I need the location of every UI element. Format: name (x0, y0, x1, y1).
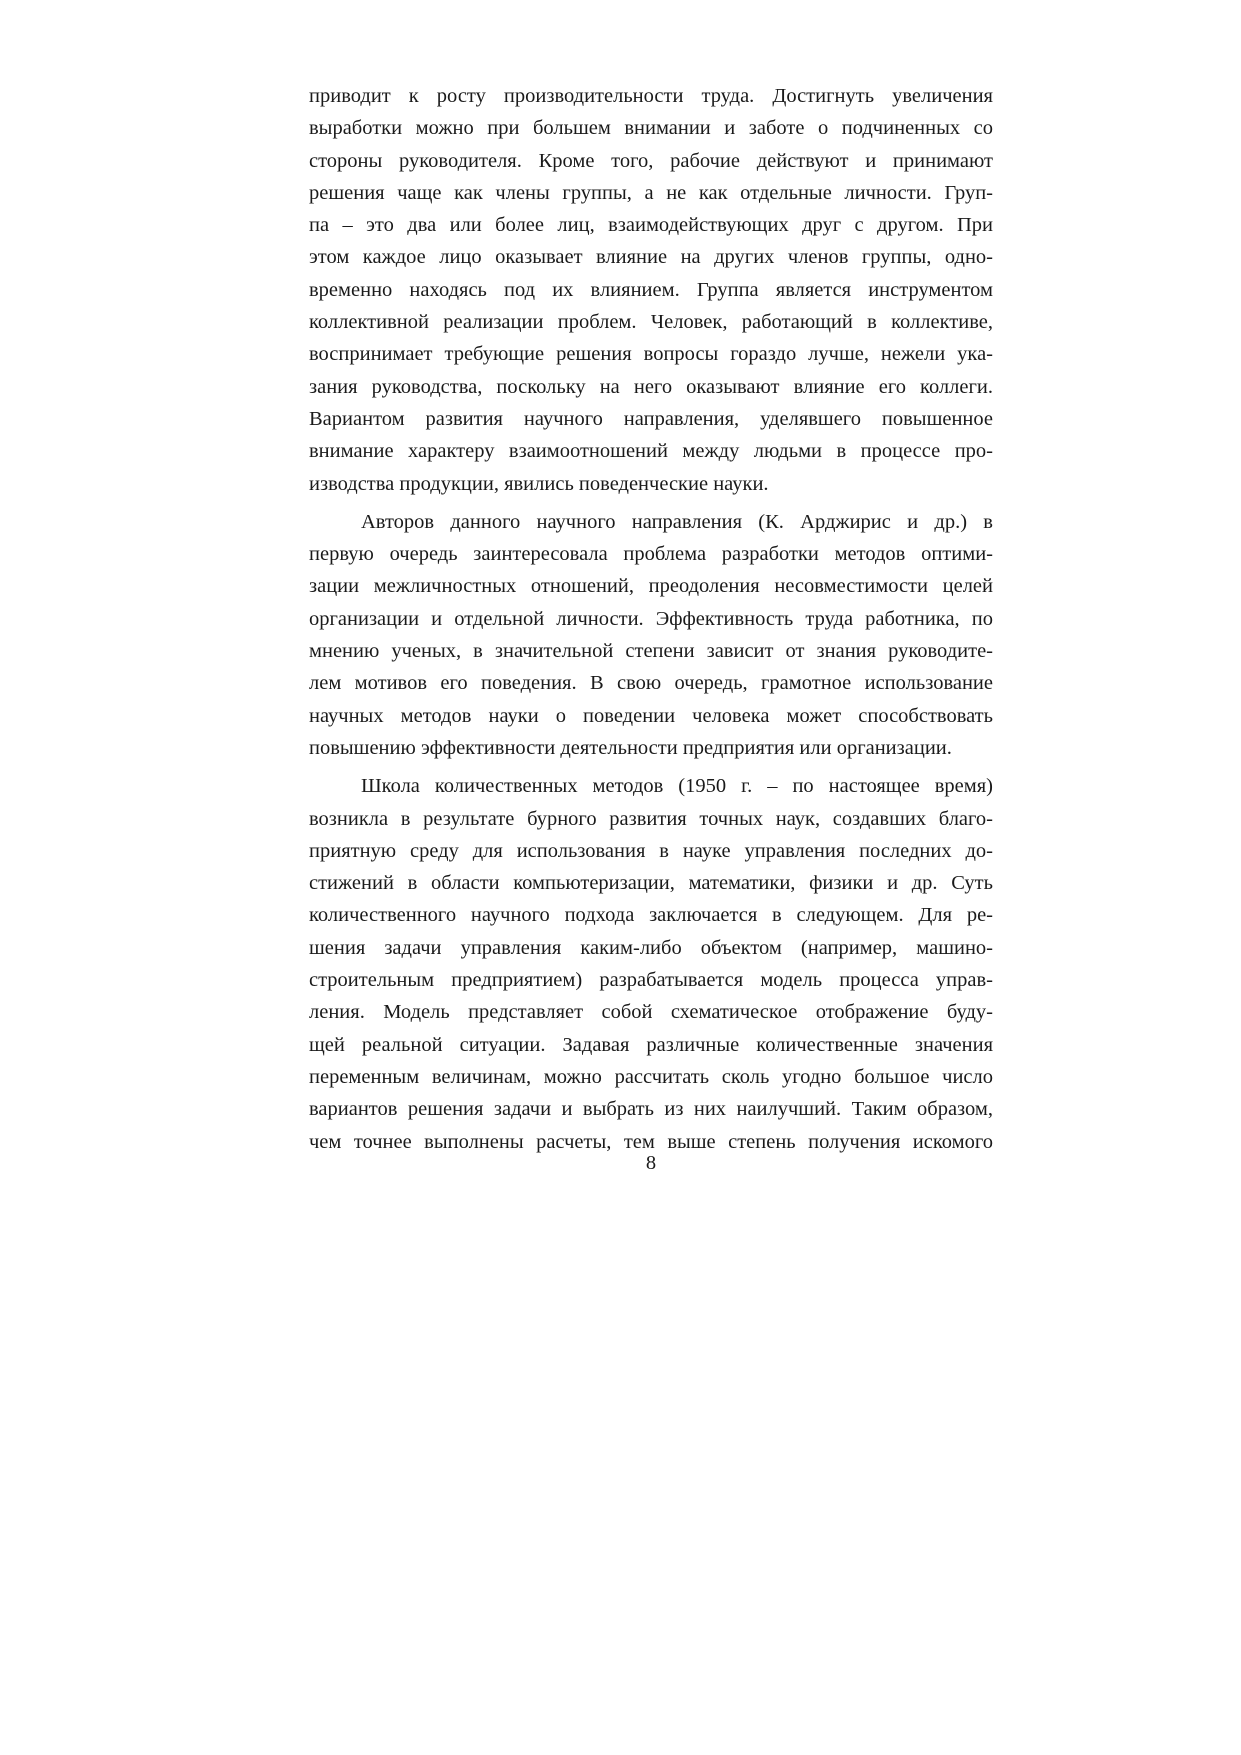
paragraph-1 (309, 80, 993, 500)
text-line: стижений в области компьютеризации, математики, физики и др. Суть (309, 872, 993, 895)
text-line: воспринимает требующие решения вопросы гораздо лучше, нежели ука- (309, 343, 993, 366)
text-line: зации межличностных отношений, преодоления несовместимости целей (309, 575, 993, 598)
text-line: переменным величинам, можно рассчитать сколь угодно большое число (309, 1065, 993, 1088)
text-line: приводит к росту производительности труда. Достигнуть увеличения (309, 85, 993, 107)
text-line: щей реальной ситуации. Задавая различные количественные значения (309, 1033, 993, 1056)
text-line: стороны руководителя. Кроме того, рабочие действуют и принимают (309, 149, 993, 172)
text-line: лем мотивов его поведения. В свою очередь, грамотное использование (309, 672, 993, 695)
page-number: 8 (645, 1152, 657, 1174)
text-line: Авторов данного научного направления (К. Арджирис и др.) в (361, 510, 993, 533)
text-line: количественного научного подхода заключается в следующем. Для ре- (309, 904, 993, 927)
text-line: ления. Модель представляет собой схематическое отображение буду- (309, 1001, 993, 1024)
text-line: чем точнее выполнены расчеты, тем выше степень получения искомого (309, 1130, 993, 1153)
text-line: организации и отдельной личности. Эффективность труда работника, по (309, 607, 993, 630)
text-line: мнению ученых, в значительной степени зависит от знания руководите- (309, 640, 993, 663)
paragraph-3 (309, 770, 993, 1158)
text-line: шения задачи управления каким-либо объектом (например, машино- (309, 936, 993, 959)
text-line: коллективной реализации проблем. Человек, работающий в коллективе, (309, 311, 993, 334)
text-line: зания руководства, поскольку на него оказывают влияние его коллеги. (309, 375, 993, 398)
paragraph-2 (309, 506, 993, 764)
text-line: выработки можно при большем внимании и заботе о подчиненных со (309, 117, 993, 140)
text-line: решения чаще как члены группы, а не как отдельные личности. Груп- (309, 181, 993, 204)
text-line: Школа количественных методов (1950 г. – по настоящее время) (361, 775, 993, 798)
text-line: Вариантом развития научного направления, уделявшего повышенное (309, 407, 993, 430)
text-line: вариантов решения задачи и выбрать из них наилучший. Таким образом, (309, 1098, 993, 1121)
text-line: этом каждое лицо оказывает влияние на других членов группы, одно- (309, 246, 993, 269)
text-line: внимание характеру взаимоотношений между людьми в процессе про- (309, 440, 993, 463)
text-line: первую очередь заинтересовала проблема разработки методов оптими- (309, 543, 993, 566)
text-line: па – это два или более лиц, взаимодействующих друг с другом. При (309, 214, 993, 237)
text-line: научных методов науки о поведении человека может способствовать (309, 704, 993, 727)
text-line: временно находясь под их влиянием. Группа является инструментом (309, 278, 993, 301)
text-line: возникла в результате бурного развития точных наук, создавших благо- (309, 807, 993, 830)
text-line: изводства продукции, явились поведенческие науки. (309, 472, 769, 495)
text-line: приятную среду для использования в науке управления последних до- (309, 839, 993, 862)
text-line: повышению эффективности деятельности предприятия или организации. (309, 736, 952, 759)
text-line: строительным предприятием) разрабатывается модель процесса управ- (309, 969, 993, 992)
page-body (309, 80, 993, 1158)
